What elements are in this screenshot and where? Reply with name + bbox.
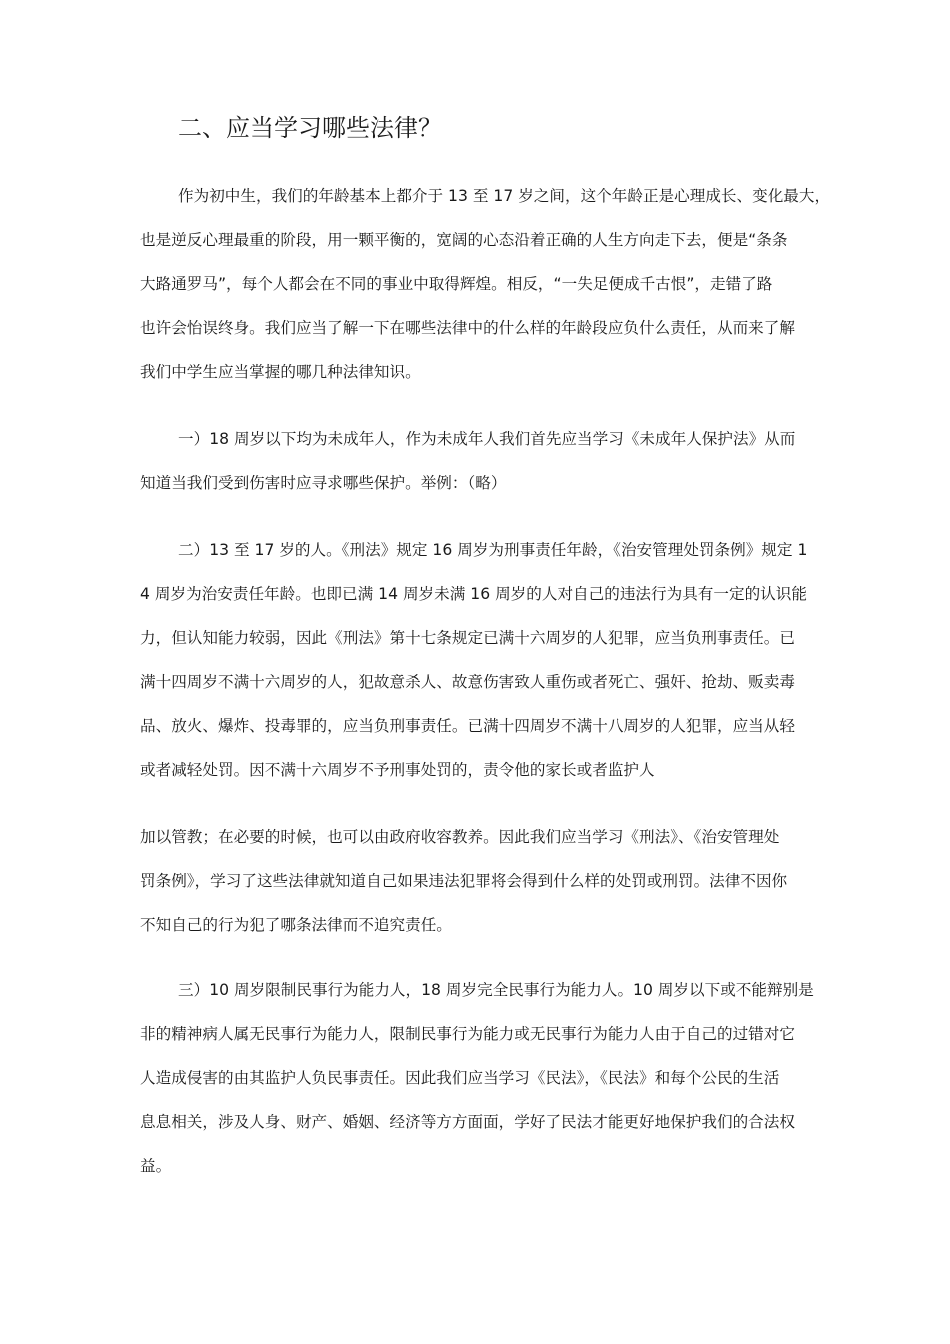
paragraph-criminal-law-continued <box>140 815 830 947</box>
text-line: 不知自己的行为犯了哪条法律而不追究责任。 <box>140 916 452 934</box>
text-line: 作为初中生，我们的年龄基本上都介于 13 至 17 岁之间，这个年龄正是心理成长、变化最大， <box>178 187 831 205</box>
text-line: 加以管教；在必要的时候，也可以由政府收容教养。因此我们应当学习《刑法》、《治安管理处 <box>140 828 780 846</box>
paragraph-criminal-law <box>140 528 830 792</box>
text-line: 也是逆反心理最重的阶段，用一颗平衡的，宽阔的心态沿着正确的人生方向走下去，便是“条条 <box>140 231 788 249</box>
text-line: 知道当我们受到伤害时应寻求哪些保护。举例：（略） <box>140 474 507 492</box>
text-line: 二）13 至 17 岁的人。《刑法》规定 16 周岁为刑事责任年龄，《治安管理处罚条例》规定 1 <box>178 541 808 559</box>
text-line: 品、放火、爆炸、投毒罪的，应当负刑事责任。已满十四周岁不满十八周岁的人犯罪，应当从轻 <box>140 717 795 735</box>
text-line: 罚条例》，学习了这些法律就知道自己如果违法犯罪将会得到什么样的处罚或刑罚。法律不因你 <box>140 872 788 890</box>
text-line: 也许会怡误终身。我们应当了解一下在哪些法律中的什么样的年龄段应负什么责任，从而来了解 <box>140 319 795 337</box>
section-heading: 二、应当学习哪些法律？ <box>178 114 442 142</box>
paragraph-civil-law <box>140 968 830 1188</box>
text-line: 力，但认知能力较弱，因此《刑法》第十七条规定已满十六周岁的人犯罪，应当负刑事责任。已 <box>140 629 795 647</box>
text-line: 或者减轻处罚。因不满十六周岁不予刑事处罚的，责令他的家长或者监护人 <box>140 761 655 779</box>
text-line: 益。 <box>140 1157 172 1175</box>
text-line: 三）10 周岁限制民事行为能力人，18 周岁完全民事行为能力人。10 周岁以下或不能辩别是 <box>178 981 814 999</box>
text-line: 我们中学生应当掌握的哪几种法律知识。 <box>140 363 421 381</box>
text-line: 息息相关，涉及人身、财产、婚姻、经济等方方面面，学好了民法才能更好地保护我们的合法权 <box>140 1113 795 1131</box>
text-line: 一）18 周岁以下均为未成年人，作为未成年人我们首先应当学习《未成年人保护法》从而 <box>178 430 796 448</box>
text-line: 满十四周岁不满十六周岁的人，犯故意杀人、故意伤害致人重伤或者死亡、强奸、抢劫、贩卖毒 <box>140 673 795 691</box>
paragraph-intro <box>140 174 830 394</box>
text-line: 非的精神病人属无民事行为能力人，限制民事行为能力或无民事行为能力人由于自己的过错对它 <box>140 1025 795 1043</box>
paragraph-minors <box>140 417 830 505</box>
text-line: 大路通罗马”，每个人都会在不同的事业中取得辉煌。相反，“一失足便成千古恨”，走错了路 <box>140 275 773 293</box>
text-line: 4 周岁为治安责任年龄。也即已满 14 周岁未满 16 周岁的人对自己的违法行为具有一定的认识能 <box>140 585 807 603</box>
text-line: 人造成侵害的由其监护人负民事责任。因此我们应当学习《民法》，《民法》和每个公民的生活 <box>140 1069 780 1087</box>
